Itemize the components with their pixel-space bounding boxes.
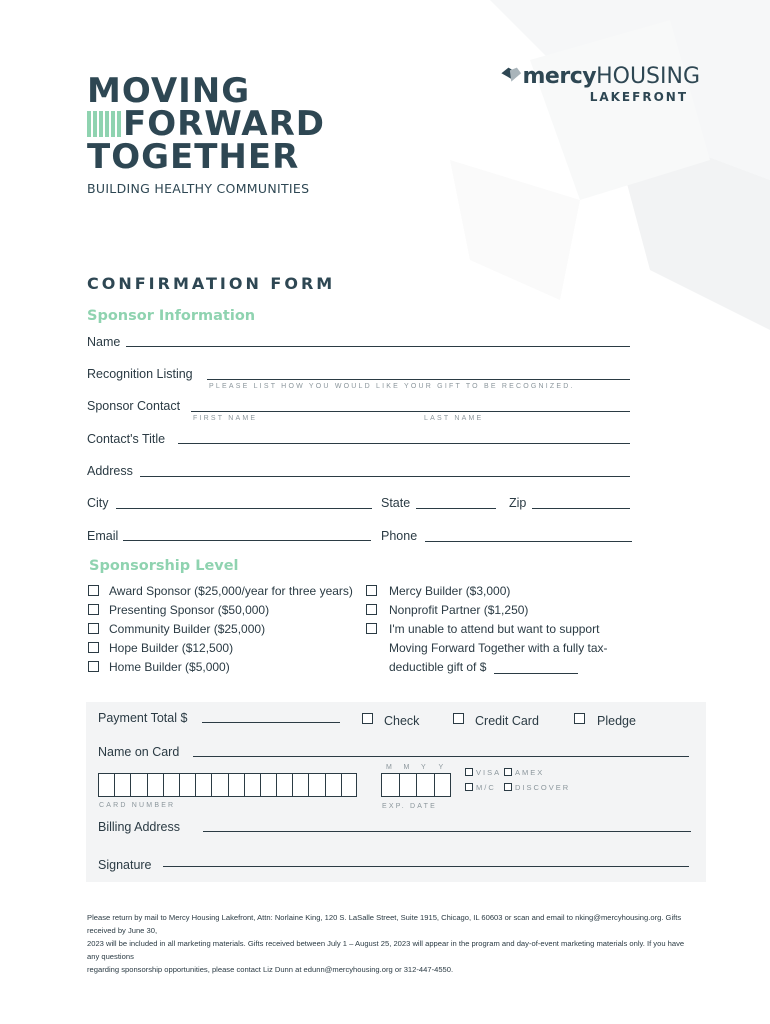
city-field[interactable] xyxy=(116,508,372,509)
exp-date-field[interactable] xyxy=(381,773,451,797)
form-title: CONFIRMATION FORM xyxy=(87,274,336,293)
address-label: Address xyxy=(87,464,133,478)
card-number-hint: CARD NUMBER xyxy=(99,802,176,809)
last-name-hint: LAST NAME xyxy=(424,415,484,422)
exp-date-hint: EXP. DATE xyxy=(382,803,437,810)
sponsor-contact-field[interactable] xyxy=(191,411,630,412)
org-name: mercyHOUSING xyxy=(522,63,700,89)
unable-line-1: I'm unable to attend but want to support xyxy=(389,622,600,636)
amex-label: AMEX xyxy=(515,768,545,777)
recognition-label: Recognition Listing xyxy=(87,367,193,381)
background-pattern xyxy=(410,0,770,330)
recognition-field[interactable] xyxy=(207,379,630,380)
phone-field[interactable] xyxy=(425,541,632,542)
credit-card-checkbox[interactable] xyxy=(453,713,464,724)
contact-title-label: Contact's Title xyxy=(87,432,166,446)
billing-address-label: Billing Address xyxy=(98,820,180,834)
first-name-hint: FIRST NAME xyxy=(193,415,258,422)
hope-builder-label: Hope Builder ($12,500) xyxy=(109,641,234,655)
pledge-checkbox[interactable] xyxy=(574,713,585,724)
presenting-sponsor-checkbox[interactable] xyxy=(88,604,99,615)
mc-label: M/C xyxy=(476,783,496,792)
credit-card-label: Credit Card xyxy=(475,714,539,728)
footer-line-1: Please return by mail to Mercy Housing Lakefront, Attn: Norlaine King, 120 S. LaSalle Street, Suite 1915, Chicago, IL 60603 or scan and email to nking@mercyhousing.org. Gifts received by June 30, xyxy=(87,913,682,935)
org-subname: LAKEFRONT xyxy=(589,90,688,104)
zip-field[interactable] xyxy=(532,508,630,509)
payment-total-field[interactable] xyxy=(202,722,340,723)
discover-label: DISCOVER xyxy=(515,783,571,792)
signature-label: Signature xyxy=(98,858,152,872)
visa-label: VISA xyxy=(476,768,502,777)
footer-line-3: regarding sponsorship opportunities, please contact Liz Dunn at edunn@mercyhousing.org or 312-447-4550. xyxy=(87,965,454,974)
sponsorship-level-heading: Sponsorship Level xyxy=(89,558,239,574)
community-builder-label: Community Builder ($25,000) xyxy=(109,622,266,636)
name-field[interactable] xyxy=(126,346,630,347)
logo-line-3: TOGETHER xyxy=(87,137,300,177)
discover-checkbox[interactable] xyxy=(504,783,512,791)
pledge-label: Pledge xyxy=(597,714,636,728)
presenting-sponsor-label: Presenting Sponsor ($50,000) xyxy=(109,603,270,617)
home-builder-checkbox[interactable] xyxy=(88,661,99,672)
state-label: State xyxy=(381,496,411,510)
payment-total-label: Payment Total $ xyxy=(98,711,188,725)
email-label: Email xyxy=(87,529,119,543)
sponsor-info-heading: Sponsor Information xyxy=(87,308,256,324)
footer-line-2: 2023 will be included in all marketing materials. Gifts received between July 1 – August 25, 2023 will appear in the program and day-of-event marketing materials only. If you have any questions xyxy=(87,939,685,961)
hope-builder-checkbox[interactable] xyxy=(88,642,99,653)
phone-label: Phone xyxy=(381,529,418,543)
name-on-card-field[interactable] xyxy=(193,756,689,757)
city-label: City xyxy=(87,496,109,510)
name-label: Name xyxy=(87,335,121,349)
return-instructions xyxy=(87,911,697,976)
state-field[interactable] xyxy=(416,508,496,509)
nonprofit-partner-label: Nonprofit Partner ($1,250) xyxy=(389,603,529,617)
exp-date-marks: M M Y Y xyxy=(386,764,445,771)
email-field[interactable] xyxy=(123,540,371,541)
logo-tagline: BUILDING HEALTHY COMMUNITIES xyxy=(87,181,310,196)
heart-house-icon xyxy=(500,62,523,90)
home-builder-label: Home Builder ($5,000) xyxy=(109,660,230,674)
community-builder-checkbox[interactable] xyxy=(88,623,99,634)
signature-field[interactable] xyxy=(163,866,689,867)
mc-checkbox[interactable] xyxy=(465,783,473,791)
contact-title-field[interactable] xyxy=(178,443,630,444)
check-label: Check xyxy=(384,714,420,728)
zip-label: Zip xyxy=(509,496,527,510)
name-on-card-label: Name on Card xyxy=(98,745,180,759)
billing-address-field[interactable] xyxy=(203,831,691,832)
check-checkbox[interactable] xyxy=(362,713,373,724)
card-number-field[interactable] xyxy=(98,773,357,797)
award-sponsor-checkbox[interactable] xyxy=(88,585,99,596)
amex-checkbox[interactable] xyxy=(504,768,512,776)
sponsor-contact-label: Sponsor Contact xyxy=(87,399,181,413)
nonprofit-partner-checkbox[interactable] xyxy=(366,604,377,615)
mercy-builder-checkbox[interactable] xyxy=(366,585,377,596)
event-logo xyxy=(87,71,327,196)
address-field[interactable] xyxy=(140,476,630,477)
award-sponsor-label: Award Sponsor ($25,000/year for three years) xyxy=(109,584,353,598)
unable-line-2: Moving Forward Together with a fully tax- xyxy=(389,641,608,655)
logo-line-1: MOVING xyxy=(87,71,251,111)
unable-to-attend-checkbox[interactable] xyxy=(366,623,377,634)
visa-checkbox[interactable] xyxy=(465,768,473,776)
unable-line-3: deductible gift of $ xyxy=(389,660,487,674)
recognition-hint: PLEASE LIST HOW YOU WOULD LIKE YOUR GIFT TO BE RECOGNIZED. xyxy=(209,383,575,390)
logo-line-2-text: FORWARD xyxy=(123,104,326,144)
org-logo xyxy=(500,62,700,104)
mercy-builder-label: Mercy Builder ($3,000) xyxy=(389,584,511,598)
stripes-icon xyxy=(87,111,121,137)
gift-amount-field[interactable] xyxy=(494,673,578,674)
